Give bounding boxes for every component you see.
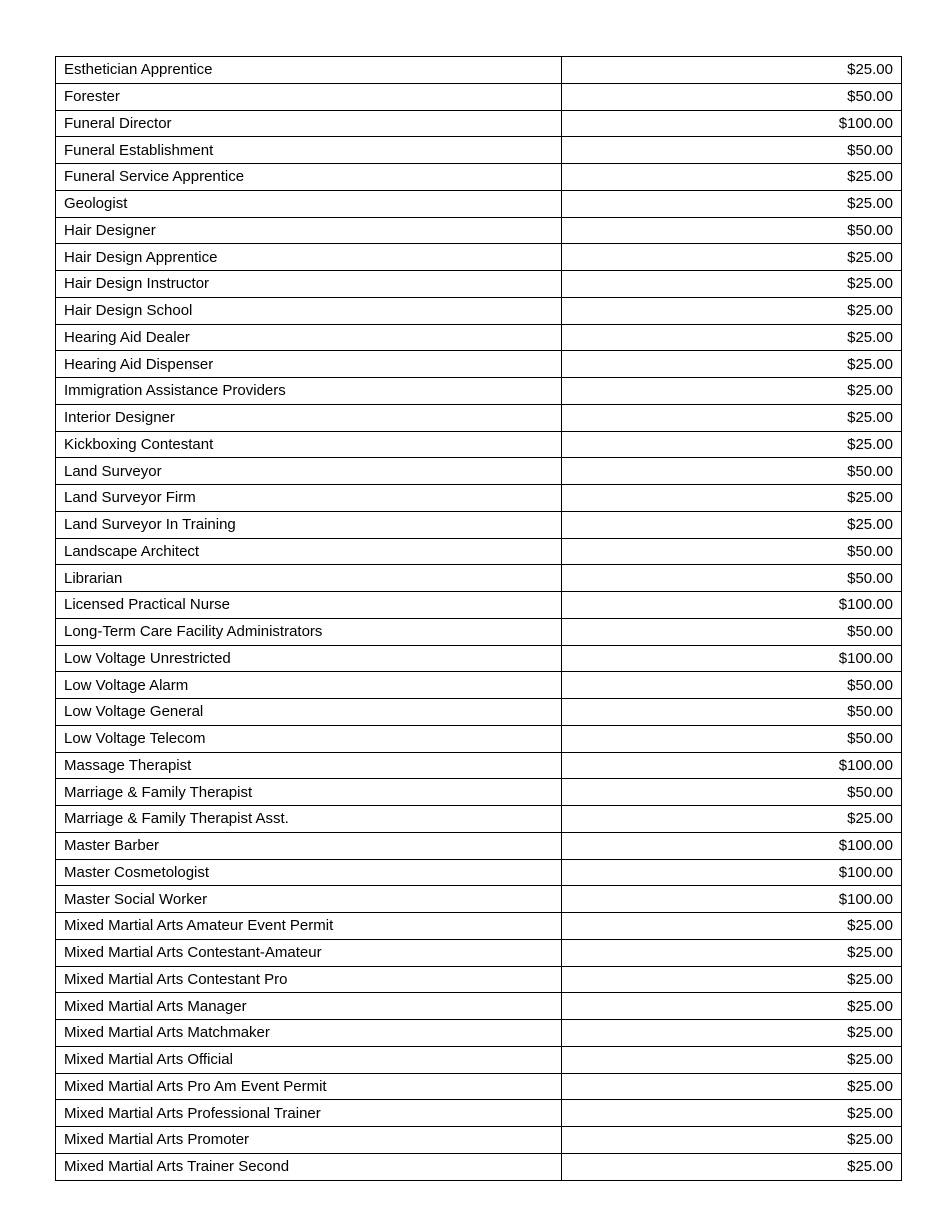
license-name-cell: Librarian	[56, 565, 562, 592]
fee-amount-cell: $25.00	[562, 1127, 902, 1154]
license-name-cell: Esthetician Apprentice	[56, 57, 562, 84]
license-name-cell: Immigration Assistance Providers	[56, 378, 562, 405]
fee-amount-cell: $25.00	[562, 57, 902, 84]
fee-amount-cell: $25.00	[562, 1100, 902, 1127]
fee-amount-cell: $100.00	[562, 110, 902, 137]
license-name-cell: Mixed Martial Arts Contestant Pro	[56, 966, 562, 993]
license-name-cell: Funeral Establishment	[56, 137, 562, 164]
table-row	[56, 699, 902, 726]
fee-amount-cell: $25.00	[562, 1073, 902, 1100]
license-name-cell: Mixed Martial Arts Professional Trainer	[56, 1100, 562, 1127]
license-name-cell: Hair Designer	[56, 217, 562, 244]
fee-amount-cell: $100.00	[562, 752, 902, 779]
table-row	[56, 511, 902, 538]
table-row	[56, 1073, 902, 1100]
license-name-cell: Licensed Practical Nurse	[56, 592, 562, 619]
license-name-cell: Hair Design Instructor	[56, 271, 562, 298]
fee-amount-cell: $25.00	[562, 939, 902, 966]
document-page	[55, 56, 902, 1181]
fee-amount-cell: $25.00	[562, 966, 902, 993]
license-name-cell: Low Voltage Alarm	[56, 672, 562, 699]
table-row	[56, 806, 902, 833]
table-row	[56, 164, 902, 191]
fee-amount-cell: $25.00	[562, 485, 902, 512]
fee-amount-cell: $50.00	[562, 565, 902, 592]
license-name-cell: Master Cosmetologist	[56, 859, 562, 886]
table-row	[56, 1020, 902, 1047]
license-name-cell: Marriage & Family Therapist	[56, 779, 562, 806]
table-row	[56, 1153, 902, 1180]
license-name-cell: Mixed Martial Arts Official	[56, 1046, 562, 1073]
license-name-cell: Funeral Service Apprentice	[56, 164, 562, 191]
table-row	[56, 217, 902, 244]
table-row	[56, 886, 902, 913]
table-row	[56, 1127, 902, 1154]
license-name-cell: Kickboxing Contestant	[56, 431, 562, 458]
fee-amount-cell: $50.00	[562, 779, 902, 806]
license-name-cell: Low Voltage Unrestricted	[56, 645, 562, 672]
fee-amount-cell: $25.00	[562, 1046, 902, 1073]
table-row	[56, 832, 902, 859]
fee-amount-cell: $50.00	[562, 672, 902, 699]
table-row	[56, 565, 902, 592]
table-row	[56, 485, 902, 512]
fee-amount-cell: $25.00	[562, 164, 902, 191]
table-row	[56, 859, 902, 886]
table-row	[56, 645, 902, 672]
table-row	[56, 324, 902, 351]
table-row	[56, 725, 902, 752]
license-name-cell: Master Social Worker	[56, 886, 562, 913]
license-name-cell: Hair Design Apprentice	[56, 244, 562, 271]
fee-amount-cell: $100.00	[562, 859, 902, 886]
table-row	[56, 1046, 902, 1073]
fee-amount-cell: $50.00	[562, 137, 902, 164]
license-name-cell: Low Voltage General	[56, 699, 562, 726]
license-name-cell: Long-Term Care Facility Administrators	[56, 618, 562, 645]
license-name-cell: Marriage & Family Therapist Asst.	[56, 806, 562, 833]
fee-amount-cell: $25.00	[562, 431, 902, 458]
fee-amount-cell: $100.00	[562, 886, 902, 913]
fee-amount-cell: $50.00	[562, 458, 902, 485]
license-name-cell: Geologist	[56, 190, 562, 217]
table-row	[56, 966, 902, 993]
license-name-cell: Mixed Martial Arts Pro Am Event Permit	[56, 1073, 562, 1100]
license-name-cell: Mixed Martial Arts Matchmaker	[56, 1020, 562, 1047]
license-name-cell: Mixed Martial Arts Amateur Event Permit	[56, 913, 562, 940]
table-row	[56, 538, 902, 565]
table-row	[56, 378, 902, 405]
table-row	[56, 137, 902, 164]
fee-amount-cell: $50.00	[562, 538, 902, 565]
fee-amount-cell: $100.00	[562, 832, 902, 859]
fee-amount-cell: $25.00	[562, 244, 902, 271]
fee-table-body	[56, 57, 902, 1181]
fee-amount-cell: $25.00	[562, 271, 902, 298]
table-row	[56, 939, 902, 966]
fee-amount-cell: $25.00	[562, 1153, 902, 1180]
fee-amount-cell: $25.00	[562, 993, 902, 1020]
license-fee-table	[55, 56, 902, 1181]
table-row	[56, 351, 902, 378]
table-row	[56, 57, 902, 84]
license-name-cell: Landscape Architect	[56, 538, 562, 565]
license-name-cell: Land Surveyor In Training	[56, 511, 562, 538]
table-row	[56, 913, 902, 940]
table-row	[56, 752, 902, 779]
fee-amount-cell: $25.00	[562, 378, 902, 405]
license-name-cell: Mixed Martial Arts Trainer Second	[56, 1153, 562, 1180]
table-row	[56, 431, 902, 458]
table-row	[56, 779, 902, 806]
license-name-cell: Hair Design School	[56, 297, 562, 324]
table-row	[56, 993, 902, 1020]
fee-amount-cell: $100.00	[562, 645, 902, 672]
license-name-cell: Land Surveyor	[56, 458, 562, 485]
license-name-cell: Mixed Martial Arts Manager	[56, 993, 562, 1020]
table-row	[56, 458, 902, 485]
fee-amount-cell: $50.00	[562, 725, 902, 752]
license-name-cell: Forester	[56, 83, 562, 110]
fee-amount-cell: $50.00	[562, 217, 902, 244]
table-row	[56, 404, 902, 431]
license-name-cell: Master Barber	[56, 832, 562, 859]
table-row	[56, 1100, 902, 1127]
license-name-cell: Land Surveyor Firm	[56, 485, 562, 512]
fee-amount-cell: $25.00	[562, 190, 902, 217]
license-name-cell: Low Voltage Telecom	[56, 725, 562, 752]
fee-amount-cell: $50.00	[562, 699, 902, 726]
fee-amount-cell: $25.00	[562, 297, 902, 324]
table-row	[56, 297, 902, 324]
fee-amount-cell: $100.00	[562, 592, 902, 619]
fee-amount-cell: $50.00	[562, 83, 902, 110]
fee-amount-cell: $25.00	[562, 351, 902, 378]
table-row	[56, 110, 902, 137]
license-name-cell: Funeral Director	[56, 110, 562, 137]
table-row	[56, 190, 902, 217]
license-name-cell: Hearing Aid Dispenser	[56, 351, 562, 378]
table-row	[56, 271, 902, 298]
table-row	[56, 244, 902, 271]
fee-amount-cell: $25.00	[562, 806, 902, 833]
license-name-cell: Massage Therapist	[56, 752, 562, 779]
table-row	[56, 618, 902, 645]
license-name-cell: Interior Designer	[56, 404, 562, 431]
fee-amount-cell: $25.00	[562, 1020, 902, 1047]
license-name-cell: Hearing Aid Dealer	[56, 324, 562, 351]
fee-amount-cell: $25.00	[562, 324, 902, 351]
fee-amount-cell: $25.00	[562, 913, 902, 940]
table-row	[56, 672, 902, 699]
table-row	[56, 83, 902, 110]
license-name-cell: Mixed Martial Arts Promoter	[56, 1127, 562, 1154]
table-row	[56, 592, 902, 619]
fee-amount-cell: $50.00	[562, 618, 902, 645]
license-name-cell: Mixed Martial Arts Contestant-Amateur	[56, 939, 562, 966]
fee-amount-cell: $25.00	[562, 404, 902, 431]
fee-amount-cell: $25.00	[562, 511, 902, 538]
